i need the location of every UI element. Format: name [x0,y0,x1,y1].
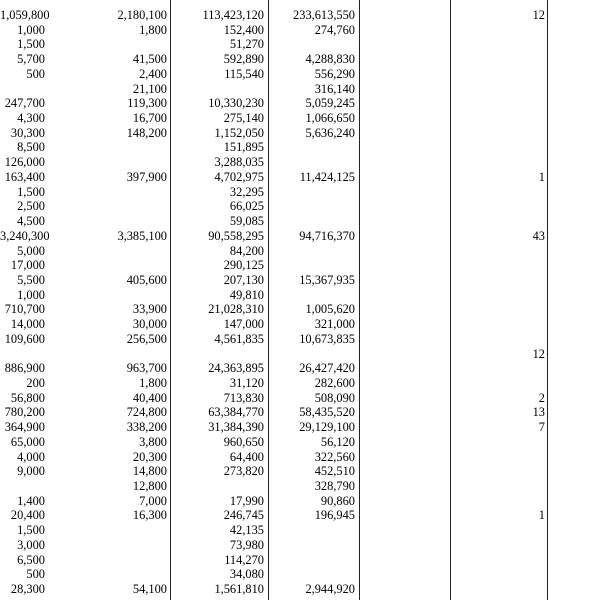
table-cell-col_c: 115,540 [224,66,264,81]
table-cell-col_c: 90,558,295 [208,228,264,243]
table-cell-col_a: 500 [26,567,45,582]
table-cell-col_c: 114,270 [224,552,264,567]
table-cell-col_a: 2,500 [17,199,45,214]
table-cell-col_b: 148,200 [126,125,167,140]
table-cell-col_d: 56,120 [320,434,355,449]
table-cell-col_c: 152,400 [223,22,264,37]
table-cell-col_c: 113,423,120 [202,8,264,22]
table-cell-col_a: 30,300 [10,125,45,140]
table-cell-col_e: 1 [538,508,545,523]
table-cell-col_a: 20,400 [10,508,45,523]
table-cell-col_b: 14,800 [132,464,167,479]
table-cell-col_a: 4,300 [17,111,45,126]
table-cell-col_c: 207,130 [223,272,264,287]
table-cell-col_b: 7,000 [139,493,167,508]
table-cell-col_c: 73,980 [229,537,264,552]
table-cell-col_c: 273,820 [223,464,264,479]
table-cell-col_a: 1,000 [17,287,45,302]
table-cell-col_a: 1,500 [17,184,45,199]
table-cell-col_b: 405,600 [126,272,167,287]
table-cell-col_b: 3,385,100 [117,228,167,243]
table-cell-col_c: 151,895 [223,140,264,155]
table-cell-col_b: 338,200 [126,420,167,435]
table-cell-col_c: 34,080 [229,567,264,582]
table-cell-col_d: 90,860 [320,493,355,508]
table-cell-col_d: 508,090 [314,390,355,405]
table-cell-col_a: 710,700 [4,302,45,317]
table-cell-col_c: 66,025 [229,199,264,214]
table-cell-col_a: 65,000 [10,434,45,449]
table-cell-col_d: 5,059,245 [305,96,355,111]
table-cell-col_a: 1,500 [17,37,45,52]
table-cell-col_a: 109,600 [4,331,45,346]
table-cell-col_d: 233,613,550 [293,8,355,22]
table-cell-col_d: 11,424,125 [299,169,355,184]
table-cell-col_a: 126,000 [4,155,45,170]
table-row [0,581,600,598]
table-cell-col_d: 1,005,620 [305,302,355,317]
table-cell-col_c: 49,810 [229,287,264,302]
table-cell-col_a: 1,500 [17,523,45,538]
table-cell-col_c: 63,384,770 [208,405,264,420]
table-cell-col_c: 31,384,390 [208,420,264,435]
table-cell-col_c: 960,650 [223,434,264,449]
table-cell-col_a: 200 [26,376,45,390]
table-cell-col_c: 246,745 [223,508,264,523]
table-cell-col_a: 4,000 [17,449,45,464]
table-cell-col_d: 58,435,520 [299,405,355,420]
table-cell-col_b: 2,400 [139,66,167,81]
table-cell-col_d: 321,000 [314,317,355,332]
table-cell-col_d: 2,944,920 [305,582,355,597]
table-cell-col_d: 94,716,370 [299,228,355,243]
table-cell-col_c: 147,000 [223,317,264,332]
table-cell-col_c: 31,120 [229,376,264,390]
table-cell-col_a: 780,200 [4,405,45,420]
table-cell-col_c: 4,702,975 [214,169,264,184]
table-cell-col_e: 7 [538,420,545,435]
table-cell-col_b: 33,900 [132,302,167,317]
table-cell-col_c: 1,561,810 [214,582,264,597]
table-cell-col_d: 556,290 [314,66,355,81]
table-cell-col_c: 84,200 [229,243,264,258]
table-cell-col_a: 886,900 [4,361,45,376]
table-cell-col_d: 322,560 [314,449,355,464]
table-cell-col_d: 5,636,240 [305,125,355,140]
table-cell-col_d: 10,673,835 [299,331,355,346]
table-cell-col_a: 56,800 [10,390,45,405]
table-cell-col_a: 17,000 [10,258,45,273]
table-cell-col_d: 1,066,650 [305,111,355,126]
table-cell-col_c: 4,561,835 [214,331,264,346]
table-cell-col_b: 397,900 [126,169,167,184]
table-cell-col_c: 24,363,895 [208,361,264,376]
table-cell-col_d: 274,760 [314,22,355,37]
table-cell-col_b: 16,700 [132,111,167,126]
table-cell-col_b: 963,700 [126,361,167,376]
table-cell-col_a: 1,059,800 [0,8,50,22]
table-cell-col_b: 54,100 [132,582,167,597]
table-cell-col_e: 13 [532,405,545,420]
table-cell-col_a: 8,500 [17,140,45,155]
table-cell-col_b: 40,400 [132,390,167,405]
table-cell-col_d: 452,510 [314,464,355,479]
table-cell-col_c: 275,140 [223,111,264,126]
table-cell-col_c: 59,085 [229,214,264,229]
table-cell-col_b: 21,100 [132,81,167,96]
table-cell-col_d: 328,790 [314,479,355,494]
table-cell-col_b: 30,000 [132,317,167,332]
table-cell-col_d: 316,140 [314,81,355,96]
table-cell-col_d: 15,367,935 [299,272,355,287]
table-cell-col_d: 29,129,100 [299,420,355,435]
table-cell-col_b: 2,180,100 [117,8,167,22]
table-cell-col_c: 290,125 [223,258,264,273]
table-cell-col_b: 12,800 [132,479,167,494]
table-cell-col_c: 21,028,310 [208,302,264,317]
table-cell-col_a: 500 [26,66,45,81]
table-cell-col_c: 713,830 [223,390,264,405]
table-cell-col_b: 724,800 [126,405,167,420]
table-cell-col_c: 3,288,035 [214,155,264,170]
table-cell-col_a: 5,000 [17,243,45,258]
table-cell-col_a: 1,000 [17,22,45,37]
table-cell-col_c: 64,400 [229,449,264,464]
table-cell-col_e: 12 [532,8,545,22]
table-cell-col_a: 247,700 [4,96,45,111]
table-cell-col_a: 14,000 [10,317,45,332]
table-cell-col_b: 41,500 [132,52,167,67]
table-cell-col_a: 1,400 [17,493,45,508]
table-cell-col_a: 28,300 [10,582,45,597]
table-cell-col_e: 43 [532,228,545,243]
table-cell-col_b: 16,300 [132,508,167,523]
table-cell-col_a: 6,500 [17,552,45,567]
table-cell-col_d: 26,427,420 [299,361,355,376]
table-cell-col_b: 1,800 [139,22,167,37]
table-cell-col_c: 42,135 [229,523,264,538]
table-cell-col_b: 3,800 [139,434,167,449]
table-cell-col_a: 9,000 [17,464,45,479]
table-cell-col_c: 51,270 [229,37,264,52]
table-cell-col_b: 1,800 [139,376,167,390]
table-cell-col_a: 163,400 [4,169,45,184]
table-cell-col_a: 3,240,300 [0,228,50,243]
table-cell-col_e: 12 [532,346,545,361]
table-cell-col_e: 2 [538,390,545,405]
table-cell-col_c: 10,330,230 [208,96,264,111]
table-cell-col_b: 119,300 [127,96,167,111]
table-cell-col_a: 4,500 [17,214,45,229]
table-cell-col_a: 5,700 [17,52,45,67]
table-cell-col_c: 32,295 [229,184,264,199]
table-cell-col_b: 256,500 [126,331,167,346]
table-cell-col_c: 1,152,050 [214,125,264,140]
table-cell-col_c: 17,990 [229,493,264,508]
table-cell-col_c: 592,890 [223,52,264,67]
table-cell-col_d: 4,288,830 [305,52,355,67]
table-cell-col_e: 1 [538,169,545,184]
table-cell-col_b: 20,300 [132,449,167,464]
table-cell-col_a: 5,500 [17,272,45,287]
table-cell-col_a: 3,000 [17,537,45,552]
table-cell-col_a: 364,900 [4,420,45,435]
table-cell-col_d: 196,945 [314,508,355,523]
table-cell-col_d: 282,600 [314,376,355,390]
